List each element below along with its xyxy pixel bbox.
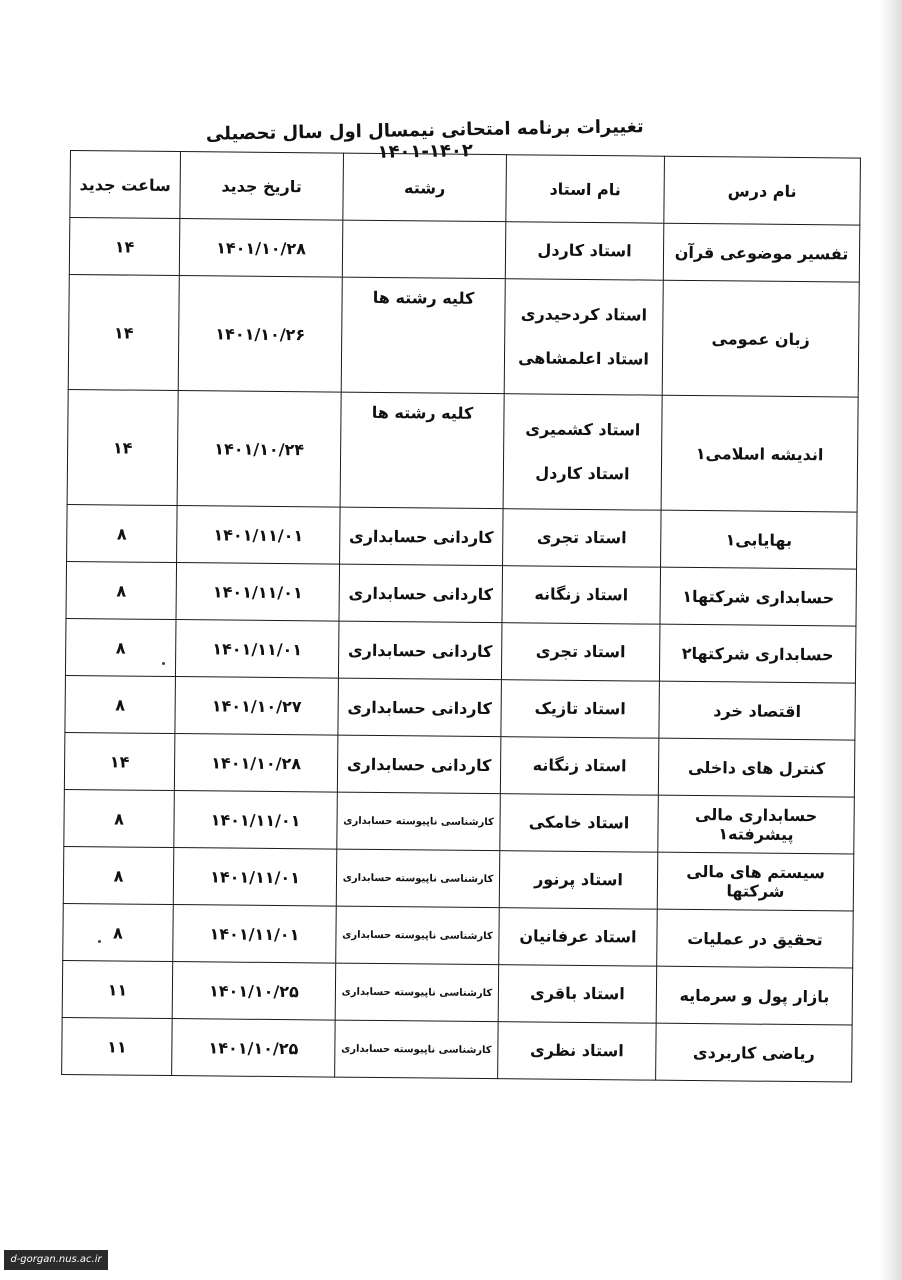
course-name-cell: سیستم های مالی شرکتها <box>657 852 854 911</box>
table-row <box>63 903 854 968</box>
professor-name: استاد تازیک <box>534 698 626 719</box>
column-header-course: نام درس <box>664 156 861 225</box>
new-time-cell: ۱۴ <box>64 732 175 790</box>
professor-cell <box>505 222 664 281</box>
course-name-cell: کنترل های داخلی <box>658 738 855 797</box>
exam-schedule-table-wrapper <box>61 150 860 1083</box>
course-name-cell: تحقیق در عملیات <box>657 909 854 968</box>
new-time-cell: ۱۱ <box>62 1017 173 1075</box>
new-date-cell: ۱۴۰۱/۱۱/۰۱ <box>174 791 338 850</box>
new-date-cell: ۱۴۰۱/۱۰/۲۵ <box>172 962 336 1021</box>
professor-cell <box>504 279 663 396</box>
page-edge-shadow <box>880 0 902 1280</box>
new-time-cell: ۸ <box>63 903 174 961</box>
major-cell: کاردانی حسابداری <box>337 735 501 794</box>
course-name-cell: اقتصاد خرد <box>659 681 856 740</box>
professor-cell <box>502 566 661 625</box>
column-header-new-date: تاریخ جدید <box>180 152 344 221</box>
table-row <box>69 218 860 283</box>
professor-cell <box>498 965 657 1024</box>
professor-name: استاد کاردل <box>535 463 630 484</box>
new-time-cell: ۸ <box>65 675 176 733</box>
site-watermark: d-gorgan.nus.ac.ir <box>4 1250 108 1270</box>
table-row <box>67 389 858 512</box>
course-name-cell: حسابداری شرکتها۲ <box>659 624 856 683</box>
new-time-cell: ۱۱ <box>62 960 173 1018</box>
new-time-cell: ۸ <box>64 789 175 847</box>
new-date-cell: ۱۴۰۱/۱۱/۰۱ <box>173 905 337 964</box>
new-time-cell: ۸ <box>65 618 176 676</box>
table-row <box>64 732 855 797</box>
column-header-new-time: ساعت جدید <box>70 151 181 219</box>
professor-name: استاد اعلمشاهی <box>518 348 650 369</box>
new-date-cell: ۱۴۰۱/۱۰/۲۷ <box>175 677 339 736</box>
professor-name: استاد کشمیری <box>525 419 641 440</box>
professor-name: استاد نظری <box>529 1040 624 1061</box>
major-cell: کاردانی حسابداری <box>338 678 502 737</box>
new-date-cell: ۱۴۰۱/۱۰/۲۶ <box>178 276 342 393</box>
new-time-cell: ۱۴ <box>68 274 179 390</box>
table-row <box>64 789 855 854</box>
professor-name: استاد زنگانه <box>534 584 629 605</box>
new-date-cell: ۱۴۰۱/۱۰/۲۵ <box>172 1019 336 1078</box>
scan-speck <box>98 940 101 943</box>
professor-name: استاد تجری <box>536 527 627 548</box>
professor-cell <box>503 394 662 511</box>
major-cell: کلیه رشته ها <box>340 392 504 509</box>
new-time-cell: ۸ <box>66 561 177 619</box>
course-name-cell: حسابداری شرکتها۱ <box>660 567 857 626</box>
major-cell: کاردانی حسابداری <box>338 621 502 680</box>
major-cell: کاردانی حسابداری <box>339 564 503 623</box>
professor-name: استاد تجری <box>535 641 626 662</box>
table-row <box>67 504 858 569</box>
professor-cell <box>498 1022 657 1081</box>
table-row <box>65 675 856 740</box>
professor-name: استاد پرنور <box>534 869 623 890</box>
table-row <box>63 846 854 911</box>
professor-cell <box>499 908 658 967</box>
new-date-cell: ۱۴۰۱/۱۱/۰۱ <box>177 506 341 565</box>
professor-cell <box>499 851 658 910</box>
professor-name: استاد باقری <box>530 983 625 1004</box>
major-cell: کارشناسی ناپیوسته حسابداری <box>336 849 500 908</box>
header-row <box>70 151 861 226</box>
new-date-cell: ۱۴۰۱/۱۱/۰۱ <box>176 563 340 622</box>
course-name-cell: بهایابی۱ <box>661 510 858 569</box>
professor-cell <box>501 680 660 739</box>
professor-name: استاد کاردل <box>537 240 632 261</box>
document-title: تغییرات برنامه امتحانی نیمسال اول سال تحصیلی ۱۴۰۲-۱۴۰۱ <box>205 116 644 163</box>
course-name-cell: حسابداری مالی پیشرفته۱ <box>658 795 855 854</box>
column-header-professor: نام استاد <box>506 155 665 224</box>
course-name-cell: زبان عمومی <box>662 280 859 397</box>
new-time-cell: ۱۴ <box>67 389 178 505</box>
course-name-cell: ریاضی کاربردی <box>656 1023 853 1082</box>
course-name-cell: بازار پول و سرمایه <box>656 966 853 1025</box>
major-cell: کلیه رشته ها <box>341 277 505 394</box>
new-date-cell: ۱۴۰۱/۱۰/۲۸ <box>174 734 338 793</box>
new-date-cell: ۱۴۰۱/۱۱/۰۱ <box>173 848 337 907</box>
professor-name: استاد کردحیدری <box>520 304 648 325</box>
course-name-cell: اندیشه اسلامی۱ <box>661 395 858 512</box>
professor-name: استاد خامکی <box>528 812 630 833</box>
scan-speck <box>162 662 165 665</box>
schedule-body <box>62 218 860 1083</box>
new-date-cell: ۱۴۰۱/۱۰/۲۸ <box>179 219 343 278</box>
professor-cell <box>500 794 659 853</box>
table-row <box>62 1017 853 1082</box>
new-date-cell: ۱۴۰۱/۱۱/۰۱ <box>175 620 339 679</box>
course-name-cell: تفسیر موضوعی قرآن <box>663 223 860 282</box>
major-cell <box>342 220 506 279</box>
new-time-cell: ۸ <box>67 504 178 562</box>
major-cell: کارشناسی ناپیوسته حسابداری <box>335 1020 499 1079</box>
table-row <box>68 274 859 397</box>
table-row <box>65 618 856 683</box>
professor-cell <box>500 737 659 796</box>
exam-schedule-table <box>61 150 861 1083</box>
major-cell: کارشناسی ناپیوسته حسابداری <box>335 963 499 1022</box>
major-cell: کاردانی حسابداری <box>340 507 504 566</box>
table-row <box>62 960 853 1025</box>
professor-name: استاد عرفانیان <box>519 926 637 947</box>
major-cell: کارشناسی ناپیوسته حسابداری <box>336 906 500 965</box>
table-row <box>66 561 857 626</box>
new-time-cell: ۱۴ <box>69 218 180 276</box>
professor-name: استاد زنگانه <box>532 755 627 776</box>
professor-cell <box>503 509 662 568</box>
new-time-cell: ۸ <box>63 846 174 904</box>
new-date-cell: ۱۴۰۱/۱۰/۲۴ <box>177 391 341 508</box>
major-cell: کارشناسی ناپیوسته حسابداری <box>337 792 501 851</box>
professor-cell <box>501 623 660 682</box>
column-header-major: رشته <box>343 153 507 222</box>
